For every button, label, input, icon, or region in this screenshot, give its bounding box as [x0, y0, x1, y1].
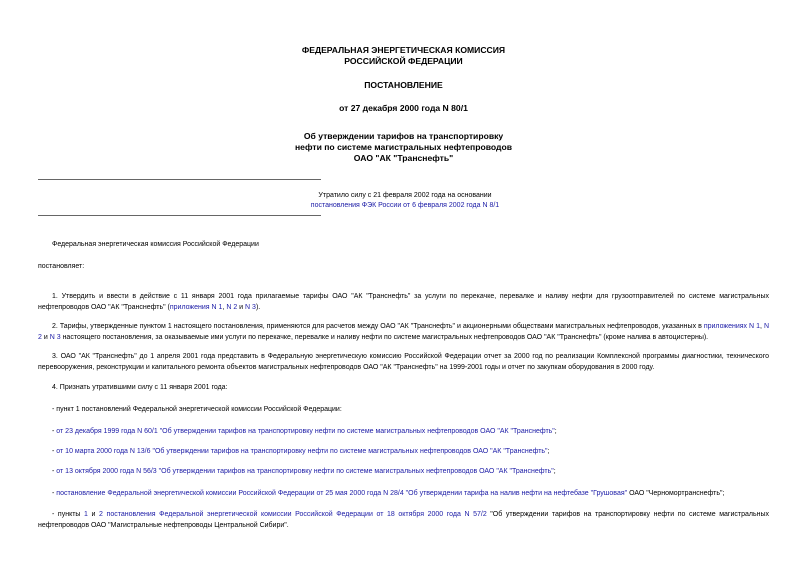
separator: и [87, 511, 100, 518]
dash: - [52, 448, 57, 455]
divider-bottom [38, 215, 321, 216]
appendices-2-link[interactable]: N 2 [38, 323, 769, 341]
sub-item-3 [38, 447, 769, 458]
repealed-decree-56-3-link[interactable]: от 13 октября 2000 года N 56/3 "Об утверждении тарифов на транспортировку нефти по системе магистральных нефтепроводов ОАО "АК "Транснефть" [56, 468, 554, 475]
clause-1 [38, 292, 769, 313]
sub-item-end: ; [547, 448, 550, 455]
dash: - [52, 490, 57, 497]
sub-item-6 [38, 510, 769, 531]
document-title-line1: Об утверждении тарифов на транспортировку [303, 131, 504, 141]
dash: - [52, 428, 57, 435]
appendices-1-link[interactable]: приложениях N 1 [703, 323, 760, 330]
separator: и [237, 303, 246, 311]
appendices-3-link[interactable]: N 3 [49, 333, 61, 341]
document-type: ПОСТАНОВЛЕНИЕ [364, 80, 443, 90]
sub-item-5 [38, 489, 769, 500]
dash: - [52, 468, 57, 475]
organization-name-line1: ФЕДЕРАЛЬНАЯ ЭНЕРГЕТИЧЕСКАЯ КОМИССИЯ [301, 45, 506, 55]
repealed-decree-60-1-link[interactable]: от 23 декабря 1999 года N 60/1 "Об утверждении тарифов на транспортировку нефти по системе магистральных нефтепроводов ОАО "АК "Транснефть" [56, 428, 555, 435]
clause-1-text: 1. Утвердить и ввести в действие с 11 января 2001 года прилагаемые тарифы ОАО "АК "Транснефть" за услуги по перекачке, перевалке и наливу нефти для грузоотправителей по системе магистральных нефтепроводов ОАО "АК "Транснефть" ( [38, 293, 769, 311]
sub-item-2 [38, 427, 769, 438]
sub-item-end: ; [554, 428, 557, 435]
divider-top [38, 179, 321, 180]
repeal-note-text: Утратило силу с 21 февраля 2002 года на основании [318, 192, 492, 199]
clause-3: 3. ОАО "АК "Транснефть" до 1 апреля 2001 года представить в Федеральную энергетическую комиссию Российской Федерации отчет за 2000 год по реализации Комплексной программы диагностики, технического перевооружения, реконструкции и капитального ремонта объектов магистральных нефтепроводов ОАО "АК "Транснефть" на 1999-2001 годы и отчет по закупкам оборудования в 2000 году. [38, 353, 769, 371]
intro-paragraph: Федеральная энергетическая комиссия Российской Федерации [52, 241, 259, 248]
document-date: от 27 декабря 2000 года N 80/1 [339, 103, 468, 113]
sub-item-1: - пункт 1 постановлений Федеральной энергетической комиссии Российской Федерации: [52, 406, 342, 413]
clause-2-end: настоящего постановления, за оказываемые ими услуги по перекачке, перевалке и наливу нефти по системе магистральных нефтепроводов ОАО "АК "Транснефть" (кроме налива в автоцистерны). [60, 333, 709, 341]
appendix-2-link[interactable]: N 2 [226, 303, 238, 311]
clause-2 [38, 322, 769, 343]
separator: и [41, 333, 50, 341]
organization-name-line2: РОССИЙСКОЙ ФЕДЕРАЦИИ [344, 56, 463, 66]
repealed-decree-13-6-link[interactable]: от 10 марта 2000 года N 13/6 "Об утверждении тарифов на транспортировку нефти по системе магистральных нефтепроводов ОАО "АК "Транснефть" [56, 448, 548, 455]
clause-1-end: ). [255, 303, 261, 311]
separator: , [759, 323, 764, 330]
sub-item-end: ОАО "Черномортранснефть"; [627, 490, 725, 497]
repeal-note-link[interactable]: постановления ФЭК России от 6 февраля 2002 года N 8/1 [310, 202, 500, 209]
repealed-decree-57-2-item-1-link[interactable]: 1 [84, 511, 88, 518]
clause-2-text: 2. Тарифы, утвержденные пунктом 1 настоящего постановления, применяются для расчетов между ОАО "АК "Транснефть" и акционерными обществами магистральных нефтепроводов, указанных в [52, 323, 704, 330]
sub-item-end: "Об утверждении тарифов на транспортировку нефти по системе магистральных нефтепроводов ОАО "Магистральные нефтепроводы Центральной Сибири". [38, 511, 769, 529]
repealed-decree-57-2-item-2-link[interactable]: 2 постановления Федеральной энергетической комиссии Российской Федерации от 18 октября 2000 года N 57/2 [99, 511, 487, 518]
document-title-line3: ОАО "АК "Транснефть" [353, 153, 454, 163]
clause-4: 4. Признать утратившими силу с 11 января 2001 года: [52, 384, 228, 391]
sub-item-end: ; [553, 468, 556, 475]
separator: , [222, 303, 227, 311]
resolves-paragraph: постановляет: [38, 263, 85, 270]
appendix-3-link[interactable]: N 3 [245, 303, 256, 311]
document-title-line2: нефти по системе магистральных нефтепроводов [294, 142, 512, 152]
sub-item-4 [38, 467, 769, 478]
appendix-1-link[interactable]: приложения N 1 [169, 303, 223, 311]
repealed-decree-28-4-link[interactable]: постановление Федеральной энергетической комиссии Российской Федерации от 25 мая 2000 года N 28/4 "Об утверждении тарифа на налив нефти на нефтебазе "Грушовая" [56, 490, 628, 497]
dash: - пункты [52, 511, 85, 518]
